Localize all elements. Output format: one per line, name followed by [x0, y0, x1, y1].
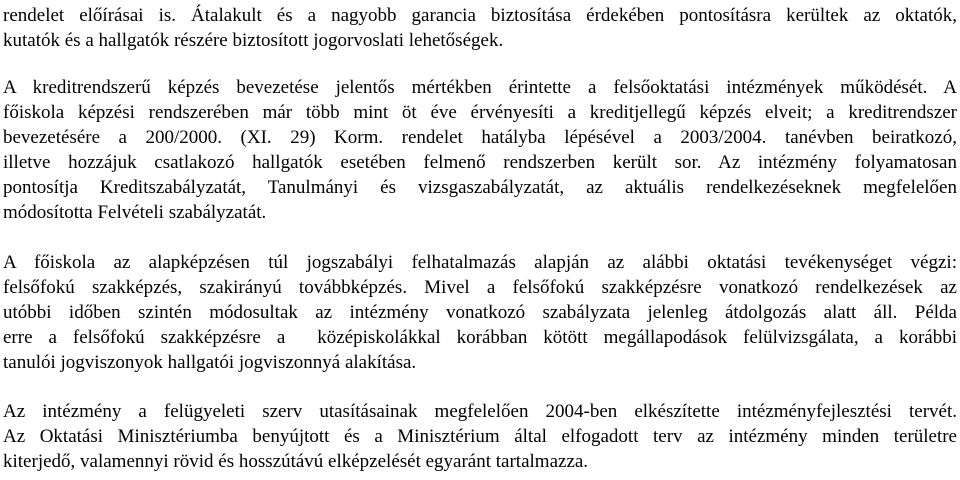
paragraph-text-line: pontosítja Kreditszabályzatát, Tanulmányi és vizsgaszabályzatát, az aktuális rendelkezéseknek megfelelően — [3, 177, 957, 198]
paragraph-text-line: felsőfokú szakképzés, szakirányú továbbképzés. Mivel a felsőfokú szakképzésre vonatkozó rendelkezések az — [3, 277, 957, 298]
paragraph-text-line: Az Oktatási Minisztériumba benyújtott és a Minisztérium által elfogadott terv az intézmény minden területre — [3, 426, 957, 447]
paragraph-text-line: A kreditrendszerű képzés bevezetése jelentős mértékben érintette a felsőoktatási intézmények működését. A — [3, 77, 957, 98]
paragraph-text-line: rendelet előírásai is. Átalakult és a nagyobb garancia biztosítása érdekében pontosításra kerültek az oktatók, — [3, 5, 957, 26]
paragraph-text-line: tanulói jogviszonyok hallgatói jogviszonnyá alakítása. — [3, 352, 417, 373]
paragraph-text-line: kutatók és a hallgatók részére biztosított jogorvoslati lehetőségek. — [3, 30, 504, 51]
paragraph-text-line: A főiskola az alapképzésen túl jogszabályi felhatalmazás alapján az alábbi oktatási tevékenységet végzi: — [3, 252, 957, 273]
paragraph-text-line: kiterjedő, valamennyi rövid és hosszútávú elképzelését egyaránt tartalmazza. — [3, 451, 589, 472]
paragraph-text-line: Az intézmény a felügyeleti szerv utasításainak megfelelően 2004-ben elkészítette intézményfejlesztési tervét. — [3, 401, 957, 422]
paragraph-text-line: bevezetésére a 200/2000. (XI. 29) Korm. rendelet hatályba lépésével a 2003/2004. tanévben beiratkozó, — [3, 127, 957, 148]
paragraph-text-line: főiskola képzési rendszerében már több mint öt éve érvényesíti a kreditjellegű képzés elveit; a kreditrendszer — [3, 102, 957, 123]
paragraph-text-line: módosította Felvételi szabályzatát. — [3, 202, 267, 223]
paragraph-text-line: utóbbi időben szintén módosultak az intézmény vonatkozó szabályzata jelenleg átdolgozás alatt áll. Példa — [3, 302, 957, 323]
paragraph-text-line: illetve hozzájuk csatlakozó hallgatók esetében felmenő rendszerben került sor. Az intézmény folyamatosan — [3, 152, 957, 173]
paragraph-text-line: erre a felsőfokú szakképzésre a középiskolákkal korábban kötött megállapodások felülvizsgálata, a korábbi — [3, 327, 957, 348]
